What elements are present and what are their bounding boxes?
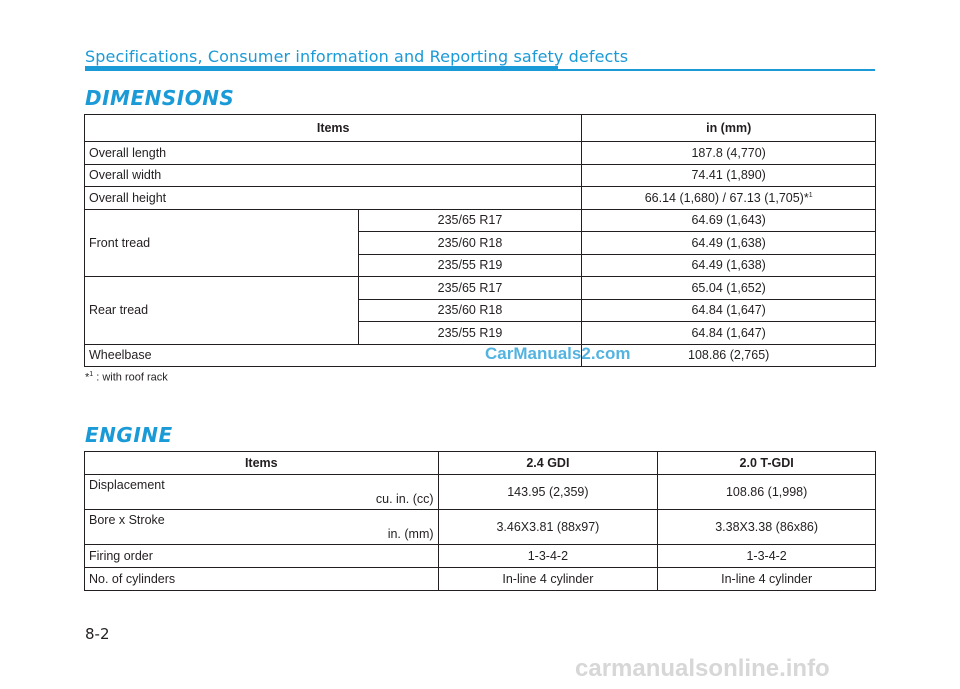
unit-text: cu. in. (cc) [375,492,434,506]
row-value: 143.95 (2,359) [438,475,658,510]
label-text: Bore x Stroke [89,513,165,527]
tire-size: 235/65 R17 [358,277,582,300]
col-header-unit: in (mm) [582,115,876,142]
row-label: Overall length [85,142,582,165]
row-value: 74.41 (1,890) [582,164,876,187]
row-value: 64.84 (1,647) [582,299,876,322]
header-rule-thick [85,66,558,71]
table-row [85,568,876,591]
row-value: 187.8 (4,770) [582,142,876,165]
dimensions-title: DIMENSIONS [85,86,235,110]
tire-size: 235/55 R19 [358,322,582,345]
row-label: Overall width [85,164,582,187]
row-value: In-line 4 cylinder [438,568,658,591]
row-value: In-line 4 cylinder [658,568,876,591]
watermark: CarManuals2.com [485,344,631,363]
engine-title: ENGINE [85,423,173,447]
row-value [582,187,876,210]
table-header-row [85,115,876,142]
header-title: Specifications, Consumer information and Reporting safety defects [85,47,629,66]
row-value: 1-3-4-2 [658,545,876,568]
tire-size: 235/60 R18 [358,232,582,255]
row-label: Wheelbase [85,344,582,367]
header-rule-thin [558,69,875,71]
col-header-items: Items [85,452,439,475]
site-mark: carmanualsonline.info [575,655,830,682]
row-label [85,510,439,545]
footnote-text: : with roof rack [93,371,168,384]
engine-table [84,451,876,591]
unit-text: in. (mm) [387,527,434,541]
page-number: 8-2 [85,625,110,643]
table-row [85,187,876,210]
row-label: Front tread [85,209,359,277]
col-header-items: Items [85,115,582,142]
row-label: Firing order [85,545,439,568]
row-value: 3.38X3.38 (86x86) [658,510,876,545]
row-value: 108.86 (2,765) [582,344,876,367]
footnote [85,371,168,384]
table-row [85,475,876,510]
table-row [85,209,876,232]
table-row [85,344,876,367]
row-value: 64.69 (1,643) [582,209,876,232]
row-value: 3.46X3.81 (88x97) [438,510,658,545]
footnote-sup: 1 [89,371,94,378]
col-header-2-0-tgdi: 2.0 T-GDI [658,452,876,475]
table-row [85,510,876,545]
col-header-2-4-gdi: 2.4 GDI [438,452,658,475]
row-value: 1-3-4-2 [438,545,658,568]
row-value: 64.49 (1,638) [582,254,876,277]
tire-size: 235/55 R19 [358,254,582,277]
table-row [85,164,876,187]
row-value: 64.49 (1,638) [582,232,876,255]
table-row [85,142,876,165]
row-label: Overall height [85,187,582,210]
dimensions-table [84,114,876,367]
tire-size: 235/60 R18 [358,299,582,322]
height-value: 66.14 (1,680) / 67.13 (1,705)* [644,190,809,205]
row-label: No. of cylinders [85,568,439,591]
footnote-ref: 1 [808,191,813,199]
label-text: Displacement [89,478,165,492]
footnote-mark: * [85,371,90,384]
row-value: 65.04 (1,652) [582,277,876,300]
row-label: Rear tread [85,277,359,345]
row-value: 64.84 (1,647) [582,322,876,345]
table-row [85,277,876,300]
table-header-row [85,452,876,475]
row-value: 108.86 (1,998) [658,475,876,510]
row-label [85,475,439,510]
table-row [85,545,876,568]
tire-size: 235/65 R17 [358,209,582,232]
